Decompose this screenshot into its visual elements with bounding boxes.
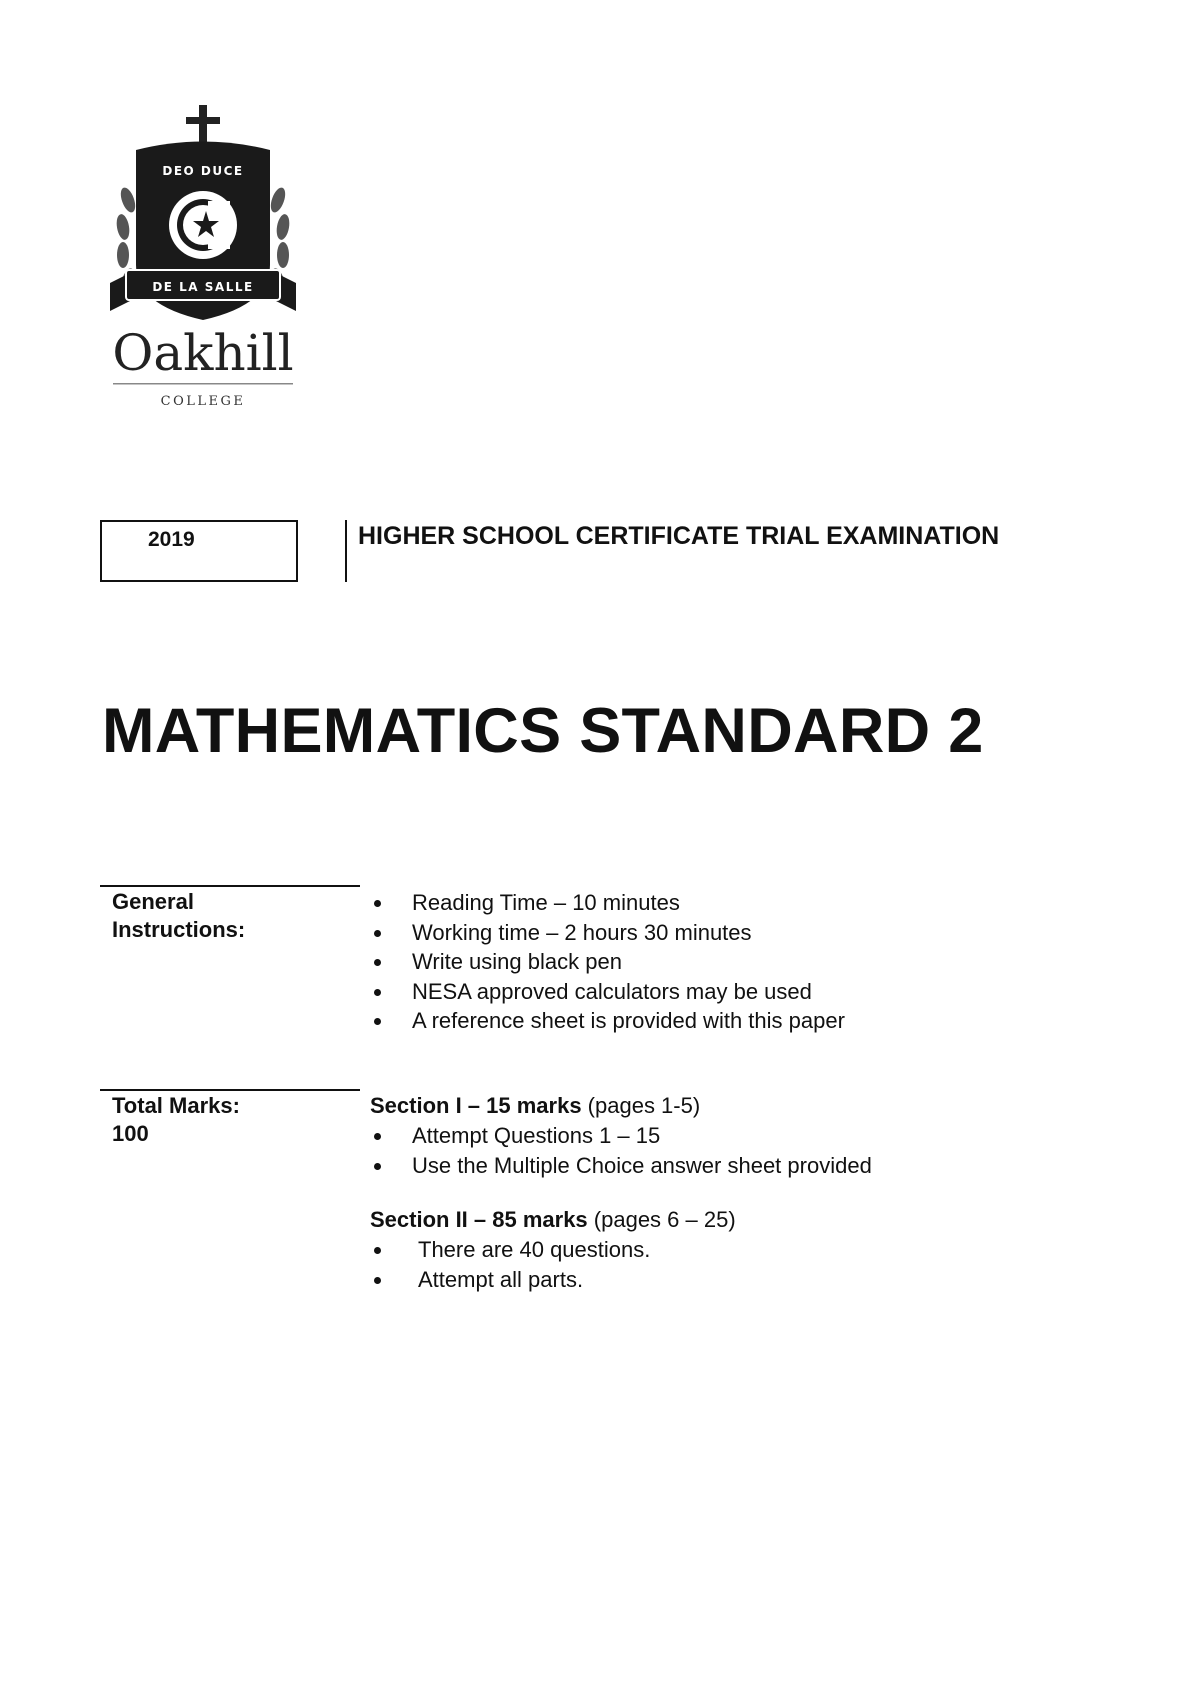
title-divider: [345, 520, 347, 582]
school-logo: [108, 105, 298, 455]
exam-year: 2019: [148, 528, 195, 551]
svg-text:DEO DUCE: DEO DUCE: [162, 164, 244, 178]
list-item: There are 40 questions.: [370, 1235, 650, 1265]
svg-text:Oakhill: Oakhill: [112, 324, 294, 382]
section-2-list: [370, 1235, 650, 1294]
list-item: NESA approved calculators may be used: [370, 977, 845, 1007]
section-2-pages: (pages 6 – 25): [587, 1207, 736, 1232]
label-line: General: [112, 889, 194, 914]
crest-icon: [108, 105, 298, 455]
subject-title: MATHEMATICS STANDARD 2: [102, 696, 984, 766]
total-marks-label: [112, 1092, 240, 1148]
list-item: Use the Multiple Choice answer sheet provided: [370, 1151, 872, 1181]
svg-text:COLLEGE: COLLEGE: [160, 394, 246, 409]
label-line: Total Marks:: [112, 1093, 240, 1118]
year-box: [100, 520, 298, 582]
svg-text:DE LA SALLE: DE LA SALLE: [152, 280, 254, 294]
list-item: Attempt all parts.: [370, 1265, 650, 1295]
section-1-title: Section I – 15 marks: [370, 1093, 582, 1118]
general-instructions-list: [370, 888, 845, 1036]
section-1-pages: (pages 1-5): [581, 1093, 701, 1118]
list-item: A reference sheet is provided with this paper: [370, 1006, 845, 1036]
total-marks-rule: [100, 1089, 360, 1091]
list-item: Reading Time – 10 minutes: [370, 888, 845, 918]
section-1-list: [370, 1121, 872, 1180]
section-1-heading: [370, 1092, 700, 1120]
general-instructions-label: [112, 888, 245, 944]
list-item: Working time – 2 hours 30 minutes: [370, 918, 845, 948]
general-instructions-rule: [100, 885, 360, 887]
list-item: Write using black pen: [370, 947, 845, 977]
exam-title: HIGHER SCHOOL CERTIFICATE TRIAL EXAMINATION: [358, 522, 1000, 550]
label-line: Instructions:: [112, 917, 246, 942]
list-item: Attempt Questions 1 – 15: [370, 1121, 872, 1151]
section-2-title: Section II – 85 marks: [370, 1207, 588, 1232]
label-line: 100: [112, 1121, 149, 1146]
section-2-heading: [370, 1206, 736, 1234]
